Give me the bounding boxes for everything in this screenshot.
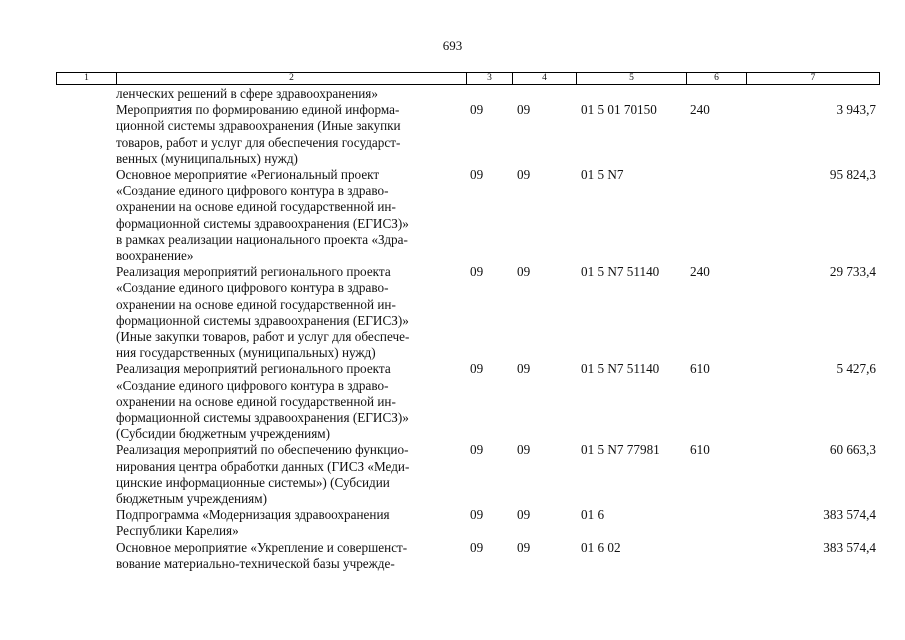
table-row (116, 167, 886, 264)
row-subsection: 09 (517, 264, 531, 280)
row-target-code: 01 6 02 (581, 539, 621, 555)
row-description: Реализация мероприятий по обеспечению функцио- нирования центра обработки данных (ГИСЗ «Меди- цинские информационные системы») (Субсидии бюджетным учреждениям) (116, 442, 410, 507)
header-col-2: 2 (117, 73, 467, 85)
row-subsection: 09 (517, 507, 531, 523)
row-subsection: 09 (517, 361, 531, 377)
header-col-5: 5 (577, 73, 687, 85)
row-description: Основное мероприятие «Укрепление и совершенст- вование материально-технической базы учрежде- (116, 539, 408, 571)
row-amount: 3 943,7 (836, 102, 876, 118)
row-section: 09 (470, 264, 484, 280)
row-subsection: 09 (517, 539, 531, 555)
row-description: Основное мероприятие «Региональный проект «Создание единого цифрового контура в здраво- охранении на основе единой государственной ин- формационной системы здравоохранения (ЕГИСЗ)» в рамках реализации национального проекта «Здра- воохранение» (116, 167, 409, 264)
row-subsection: 09 (517, 442, 531, 458)
row-target-code: 01 6 (581, 507, 605, 523)
table-row (116, 540, 886, 572)
header-col-4: 4 (513, 73, 577, 85)
table-row (116, 361, 886, 442)
row-section: 09 (470, 361, 484, 377)
table-row (116, 102, 886, 167)
row-expense-type: 610 (690, 442, 710, 458)
row-section: 09 (470, 102, 484, 118)
row-section: 09 (470, 539, 484, 555)
row-description: Реализация мероприятий регионального проекта «Создание единого цифрового контура в здраво- охранении на основе единой государственной ин- формационной системы здравоохранения (ЕГИСЗ)» (Иные закупки товаров, работ и услуг для обеспече- ния государственных (муниципальных) нужд) (116, 264, 410, 361)
row-target-code: 01 5 01 70150 (581, 102, 657, 118)
row-section: 09 (470, 167, 484, 183)
row-amount: 383 574,4 (823, 507, 876, 523)
row-expense-type: 610 (690, 361, 710, 377)
table-row (116, 264, 886, 361)
column-number-header (56, 72, 880, 85)
table-row (116, 86, 886, 102)
row-subsection: 09 (517, 167, 531, 183)
table-row (116, 442, 886, 507)
row-target-code: 01 5 N7 51140 (581, 264, 660, 280)
page-number: 693 (442, 38, 463, 53)
header-col-7: 7 (747, 73, 880, 85)
row-section: 09 (470, 442, 484, 458)
budget-table-body (116, 86, 886, 572)
row-amount: 383 574,4 (823, 539, 876, 555)
row-description: Мероприятия по формированию единой информа- ционной системы здравоохранения (Иные закупки товаров, работ и услуг для обеспечения государст- венных (муниципальных) нужд) (116, 102, 401, 166)
row-description: Реализация мероприятий регионального проекта «Создание единого цифрового контура в здраво- охранении на основе единой государственной ин- формационной системы здравоохранения (ЕГИСЗ)» (Субсидии бюджетным учреждениям) (116, 361, 409, 442)
row-amount: 95 824,3 (829, 167, 876, 183)
row-amount: 29 733,4 (829, 264, 876, 280)
header-col-3: 3 (467, 73, 513, 85)
header-col-6: 6 (687, 73, 747, 85)
row-amount: 5 427,6 (836, 361, 876, 377)
row-description: ленческих решений в сфере здравоохранения» (116, 86, 378, 101)
table-row (116, 507, 886, 539)
row-target-code: 01 5 N7 51140 (581, 361, 660, 377)
row-expense-type: 240 (690, 264, 710, 280)
row-target-code: 01 5 N7 77981 (581, 442, 660, 458)
header-col-1: 1 (57, 73, 117, 85)
row-target-code: 01 5 N7 (581, 167, 624, 183)
row-description: Подпрограмма «Модернизация здравоохранения Республики Карелия» (116, 507, 390, 539)
row-expense-type: 240 (690, 102, 710, 118)
row-subsection: 09 (517, 102, 531, 118)
row-section: 09 (470, 507, 484, 523)
row-amount: 60 663,3 (829, 442, 876, 458)
